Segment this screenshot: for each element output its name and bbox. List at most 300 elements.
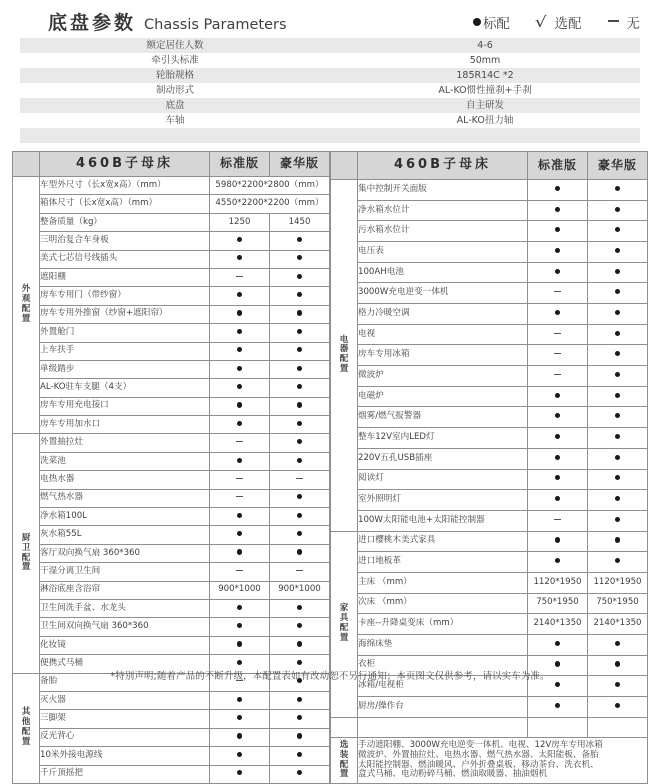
standard-dot-icon <box>615 413 620 418</box>
table-row <box>20 98 640 113</box>
standard-dot-icon <box>237 237 242 242</box>
table-row <box>20 53 640 68</box>
spec-value-span: 4550*2200*2200（mm） <box>210 195 330 213</box>
category-char: 置 <box>21 562 31 573</box>
standard-dot-icon <box>237 605 242 610</box>
header-model-name: 460B子母床 <box>358 152 528 180</box>
spec-item-name: 净水箱水位计 <box>358 200 528 221</box>
standard-dot-icon <box>555 207 560 212</box>
table-row <box>13 618 330 636</box>
category-char: 配 <box>339 759 349 770</box>
standard-dot-icon <box>237 255 242 260</box>
spec-value-deluxe <box>588 469 648 490</box>
table-row <box>13 747 330 765</box>
table-row <box>331 180 648 201</box>
not-included-dash-icon <box>554 353 561 354</box>
spec-value-deluxe <box>270 747 330 765</box>
spec-table-body <box>331 152 648 784</box>
spec-value-deluxe: 750*1950 <box>588 593 648 614</box>
filled-dot-icon <box>473 18 481 26</box>
spec-value-standard <box>210 526 270 544</box>
spec-item-name: 房车专用加水口 <box>40 416 210 434</box>
category-1-label <box>13 177 40 434</box>
standard-dot-icon <box>237 715 242 720</box>
not-included-dash-icon <box>554 333 561 334</box>
table-row <box>13 599 330 617</box>
chassis-header <box>0 0 660 38</box>
standard-dot-icon <box>615 455 620 460</box>
category-char: 置 <box>21 314 31 325</box>
spec-value-deluxe <box>588 386 648 407</box>
table-row <box>331 407 648 428</box>
spec-item-name: 微波炉 <box>358 366 528 387</box>
standard-dot-icon <box>615 227 620 232</box>
spec-value-deluxe <box>588 531 648 552</box>
spec-value-standard <box>528 262 588 283</box>
standard-dot-icon <box>555 248 560 253</box>
table-row <box>331 283 648 304</box>
not-included-dash-icon <box>554 291 561 292</box>
spec-value-standard <box>210 324 270 342</box>
spec-item-name: 灭火器 <box>40 691 210 709</box>
spec-value-deluxe <box>588 324 648 345</box>
standard-dot-icon <box>555 455 560 460</box>
chassis-table-body <box>20 38 640 143</box>
spec-item-name: 三脚架 <box>40 710 210 728</box>
table-row <box>331 324 648 345</box>
spec-item-name: 格力冷暖空调 <box>358 304 528 325</box>
standard-dot-icon <box>297 237 302 242</box>
standard-dot-icon <box>297 384 302 389</box>
standard-dot-icon <box>615 682 620 687</box>
spec-item-name: 外置抽拉灶 <box>40 434 210 452</box>
spec-item-name: 主床 （mm） <box>358 572 528 593</box>
table-row <box>13 710 330 728</box>
standard-dot-icon <box>237 733 242 738</box>
spec-value-deluxe <box>588 696 648 717</box>
spec-item-name: 房车专用外推窗（纱窗+遮阳帘） <box>40 305 210 323</box>
chassis-value: 4-6 <box>330 38 640 53</box>
spec-value-standard <box>528 490 588 511</box>
standard-dot-icon <box>297 697 302 702</box>
category-char: 具 <box>339 613 349 624</box>
spec-item-name: 220V五孔USB插座 <box>358 448 528 469</box>
spec-value-deluxe <box>270 563 330 581</box>
header-standard-version: 标准版 <box>210 152 270 177</box>
standard-dot-icon <box>555 434 560 439</box>
spec-value-standard <box>528 324 588 345</box>
standard-dot-icon <box>297 549 302 554</box>
standard-dot-icon <box>237 292 242 297</box>
standard-dot-icon <box>297 274 302 279</box>
spec-item-name: 干湿分离卫生间 <box>40 563 210 581</box>
spec-value-deluxe <box>270 379 330 397</box>
spec-item-name: 进口樱桃木美式家具 <box>358 531 528 552</box>
spacer-category-cell <box>331 717 358 738</box>
spec-value-deluxe <box>588 510 648 531</box>
check-icon: √ <box>534 13 547 31</box>
standard-dot-icon <box>237 770 242 775</box>
standard-dot-icon <box>615 331 620 336</box>
spec-value-deluxe <box>588 304 648 325</box>
spec-value-deluxe <box>270 489 330 507</box>
spec-value-standard <box>528 531 588 552</box>
table-row <box>20 83 640 98</box>
category-char: 置 <box>339 632 349 643</box>
standard-dot-icon <box>615 310 620 315</box>
page-title-cn: 底盘参数 <box>48 12 137 34</box>
spec-item-name: 外置舱门 <box>40 324 210 342</box>
table-row <box>13 213 330 231</box>
spec-item-name: 房车专用冰箱 <box>358 345 528 366</box>
table-row <box>13 195 330 213</box>
standard-dot-icon <box>297 715 302 720</box>
spec-item-name: 整车12V室内LED灯 <box>358 428 528 449</box>
spec-value-deluxe <box>270 544 330 562</box>
spec-value-standard <box>210 416 270 434</box>
spec-item-name: 上车扶手 <box>40 342 210 360</box>
table-row <box>331 490 648 511</box>
spec-value-deluxe: 1120*1950 <box>588 572 648 593</box>
standard-dot-icon <box>615 269 620 274</box>
standard-dot-icon <box>615 537 620 542</box>
category-char: 家 <box>339 603 349 614</box>
standard-dot-icon <box>555 310 560 315</box>
category-char: 电 <box>339 334 349 345</box>
standard-dot-icon <box>297 439 302 444</box>
standard-dot-icon <box>615 207 620 212</box>
category-char: 其 <box>21 707 31 718</box>
standard-dot-icon <box>237 421 242 426</box>
not-included-dash-icon <box>296 570 303 571</box>
standard-dot-icon <box>297 605 302 610</box>
spec-value-standard <box>528 448 588 469</box>
category-char: 他 <box>21 717 31 728</box>
standard-dot-icon <box>237 384 242 389</box>
chassis-label: 车轴 <box>20 113 330 128</box>
spec-value-deluxe <box>588 407 648 428</box>
table-header-row <box>331 152 648 180</box>
legend-item-none <box>608 12 641 32</box>
table-row <box>13 324 330 342</box>
table-row <box>331 634 648 655</box>
spec-value-deluxe <box>588 221 648 242</box>
spec-value-standard <box>528 510 588 531</box>
spec-item-name: 整备质量（kg） <box>40 213 210 231</box>
standard-dot-icon <box>615 475 620 480</box>
category-char: 厨 <box>21 532 31 543</box>
spec-value-standard <box>210 618 270 636</box>
standard-dot-icon <box>555 186 560 191</box>
table-row <box>13 177 330 195</box>
table-row <box>13 452 330 470</box>
spec-table-body <box>13 152 330 784</box>
standard-dot-icon <box>615 496 620 501</box>
chassis-value: AL-KO扭力轴 <box>330 113 640 128</box>
standard-dot-icon <box>297 402 302 407</box>
standard-dot-icon <box>615 393 620 398</box>
spec-value-standard <box>210 599 270 617</box>
standard-dot-icon <box>555 641 560 646</box>
spec-item-name: 污水箱水位计 <box>358 221 528 242</box>
spec-value-standard <box>528 469 588 490</box>
spec-value-standard <box>210 360 270 378</box>
spec-value-standard <box>528 200 588 221</box>
table-row <box>13 379 330 397</box>
legend-item-standard <box>473 12 510 32</box>
spec-value-deluxe <box>588 490 648 511</box>
not-included-dash-icon <box>554 519 561 520</box>
table-row <box>13 250 330 268</box>
spec-value-standard <box>210 305 270 323</box>
spec-value-standard <box>210 342 270 360</box>
table-row <box>13 360 330 378</box>
spec-item-name: 集中控制开关面版 <box>358 180 528 201</box>
table-row <box>331 221 648 242</box>
spec-value-standard <box>210 452 270 470</box>
legend-item-optional <box>536 12 582 32</box>
spec-item-name: 衣柜 <box>358 655 528 676</box>
legend-label-none: 无 <box>626 16 640 32</box>
standard-dot-icon <box>237 531 242 536</box>
spec-item-name: 房车专用充电接口 <box>40 397 210 415</box>
spec-value-deluxe <box>270 305 330 323</box>
dash-icon <box>608 20 619 21</box>
table-row <box>331 386 648 407</box>
spec-value-standard <box>528 696 588 717</box>
table-row <box>331 572 648 593</box>
table-row <box>13 287 330 305</box>
spec-value-deluxe: 2140*1350 <box>588 614 648 635</box>
spec-item-name: 备胎 <box>40 673 210 691</box>
optional-config-line: 太阳能控制器、燃油暖风、户外折叠桌板、移动茶台、洗衣机、 <box>358 759 599 770</box>
spec-value-standard <box>528 180 588 201</box>
table-row <box>13 544 330 562</box>
spec-value-deluxe <box>588 242 648 263</box>
spec-item-name: 美式七芯信号线插头 <box>40 250 210 268</box>
standard-dot-icon <box>297 255 302 260</box>
table-row <box>331 531 648 552</box>
chassis-table-spacer <box>20 128 640 143</box>
page-title-en: Chassis Parameters <box>144 16 287 33</box>
spec-value-deluxe <box>588 428 648 449</box>
spec-item-name: 箱体尺寸（长x宽x高）（mm） <box>40 195 210 213</box>
spec-value-standard <box>528 552 588 573</box>
spacer-value-cell <box>528 717 588 738</box>
spec-value-deluxe <box>270 728 330 746</box>
standard-dot-icon <box>615 248 620 253</box>
standard-dot-icon <box>615 289 620 294</box>
category-2-label <box>13 434 40 673</box>
standard-dot-icon <box>297 421 302 426</box>
header-corner-cell <box>13 152 40 177</box>
spec-value-standard <box>210 397 270 415</box>
spec-tables-area <box>0 151 660 784</box>
standard-dot-icon <box>237 347 242 352</box>
category-char: 装 <box>339 749 349 760</box>
standard-dot-icon <box>555 496 560 501</box>
spec-value-standard <box>210 232 270 250</box>
standard-dot-icon <box>555 413 560 418</box>
table-row <box>13 397 330 415</box>
header-model-name: 460B子母床 <box>40 152 210 177</box>
table-row <box>20 68 640 83</box>
spec-item-name: 便携式马桶 <box>40 655 210 673</box>
spec-table-left <box>12 151 330 784</box>
category-char: 配 <box>339 354 349 365</box>
table-row <box>13 691 330 709</box>
spec-value-standard <box>528 345 588 366</box>
spacer-item-cell <box>358 717 528 738</box>
category-2-label <box>331 531 358 717</box>
standard-dot-icon <box>297 494 302 499</box>
chassis-label: 牵引头标准 <box>20 53 330 68</box>
spec-value-deluxe <box>588 262 648 283</box>
standard-dot-icon <box>615 434 620 439</box>
standard-dot-icon <box>297 292 302 297</box>
spec-value-deluxe: 1450 <box>270 213 330 231</box>
table-row <box>13 416 330 434</box>
spec-item-name: 电热水器 <box>40 471 210 489</box>
spec-value-deluxe <box>588 366 648 387</box>
table-spacer-row <box>331 717 648 738</box>
standard-dot-icon <box>615 703 620 708</box>
standard-dot-icon <box>297 347 302 352</box>
spec-value-standard <box>210 471 270 489</box>
table-row <box>20 38 640 53</box>
chassis-label: 底盘 <box>20 98 330 113</box>
spec-value-standard <box>528 304 588 325</box>
spec-value-deluxe <box>270 324 330 342</box>
spec-item-name: 烟雾/燃气报警器 <box>358 407 528 428</box>
header-deluxe-version: 豪华版 <box>588 152 648 180</box>
category-char: 置 <box>339 769 349 780</box>
standard-dot-icon <box>237 458 242 463</box>
category-optional-label <box>331 738 358 784</box>
chassis-label: 制动形式 <box>20 83 330 98</box>
spec-item-name: 冰箱/电视柜 <box>358 676 528 697</box>
spec-item-name: 淋浴底座含浴帘 <box>40 581 210 599</box>
table-row <box>13 728 330 746</box>
spec-value-deluxe <box>588 552 648 573</box>
table-row <box>13 581 330 599</box>
table-row <box>331 593 648 614</box>
category-char: 选 <box>339 739 349 750</box>
spec-value-deluxe <box>588 634 648 655</box>
spec-item-name: 房车专用门（带纱窗） <box>40 287 210 305</box>
category-char: 观 <box>21 294 31 305</box>
spec-value-deluxe <box>270 508 330 526</box>
table-row <box>13 563 330 581</box>
standard-dot-icon <box>297 752 302 757</box>
spec-item-name: 电视 <box>358 324 528 345</box>
spec-value-deluxe <box>270 765 330 783</box>
category-char: 置 <box>339 364 349 375</box>
spec-value-deluxe <box>588 180 648 201</box>
standard-dot-icon <box>615 351 620 356</box>
spec-value-standard <box>210 250 270 268</box>
spec-item-name: 灰水箱55L <box>40 526 210 544</box>
legend-label-standard: 标配 <box>482 16 510 32</box>
standard-dot-icon <box>297 513 302 518</box>
table-row <box>331 366 648 387</box>
not-included-dash-icon <box>236 570 243 571</box>
spec-value-standard <box>210 489 270 507</box>
spec-value-standard <box>528 407 588 428</box>
spec-value-standard <box>528 283 588 304</box>
standard-dot-icon <box>555 393 560 398</box>
spec-value-deluxe <box>270 710 330 728</box>
spec-item-name: 洗菜池 <box>40 452 210 470</box>
category-char: 外 <box>21 284 31 295</box>
optional-config-text <box>358 738 648 784</box>
spec-value-deluxe <box>270 342 330 360</box>
category-char: 配 <box>339 623 349 634</box>
header-standard-version: 标准版 <box>528 152 588 180</box>
spec-value-standard <box>528 366 588 387</box>
spec-value-standard <box>210 728 270 746</box>
spec-value-standard <box>528 221 588 242</box>
spec-value-deluxe <box>270 287 330 305</box>
not-included-dash-icon <box>236 441 243 442</box>
standard-dot-icon <box>555 682 560 687</box>
spec-value-standard <box>210 747 270 765</box>
spec-item-name: 室外照明灯 <box>358 490 528 511</box>
standard-dot-icon <box>237 549 242 554</box>
standard-dot-icon <box>615 661 620 666</box>
chassis-value: 185R14C *2 <box>330 68 640 83</box>
standard-dot-icon <box>297 623 302 628</box>
table-row <box>13 342 330 360</box>
standard-dot-icon <box>555 537 560 542</box>
standard-dot-icon <box>237 697 242 702</box>
spec-value-deluxe <box>270 636 330 654</box>
spec-value-standard <box>210 765 270 783</box>
standard-dot-icon <box>555 558 560 563</box>
spec-item-name: 三明治复合车身板 <box>40 232 210 250</box>
spec-value-deluxe <box>588 200 648 221</box>
spec-item-name: 客厅双向换气扇 360*360 <box>40 544 210 562</box>
spec-value-deluxe <box>270 599 330 617</box>
spec-value-deluxe <box>270 618 330 636</box>
standard-dot-icon <box>237 329 242 334</box>
spec-value-standard: 1250 <box>210 213 270 231</box>
spec-item-name: 卫生间洗手盆、水龙头 <box>40 599 210 617</box>
spec-value-deluxe <box>270 452 330 470</box>
chassis-value: 自主研发 <box>330 98 640 113</box>
spec-item-name: AL-KO驻车支腿（4支） <box>40 379 210 397</box>
standard-dot-icon <box>297 531 302 536</box>
spec-value-standard <box>528 242 588 263</box>
spec-value-deluxe <box>588 345 648 366</box>
spec-item-name: 燃气热水器 <box>40 489 210 507</box>
spec-item-name: 厨房/操作台 <box>358 696 528 717</box>
spec-value-standard <box>210 636 270 654</box>
chassis-parameters-table <box>20 38 640 143</box>
standard-dot-icon <box>555 661 560 666</box>
spec-value-standard <box>528 386 588 407</box>
table-header-row <box>13 152 330 177</box>
table-row <box>13 232 330 250</box>
optional-config-line: 微波炉、外置抽拉灶、电热水器、燃气热水器、太阳能板、备胎 <box>358 749 599 760</box>
spec-item-name: 卫生间双向换气扇 360*360 <box>40 618 210 636</box>
table-row <box>13 268 330 286</box>
spec-value-standard <box>210 287 270 305</box>
spec-value-deluxe <box>270 232 330 250</box>
standard-dot-icon <box>615 641 620 646</box>
category-char: 配 <box>21 552 31 563</box>
table-row <box>331 262 648 283</box>
